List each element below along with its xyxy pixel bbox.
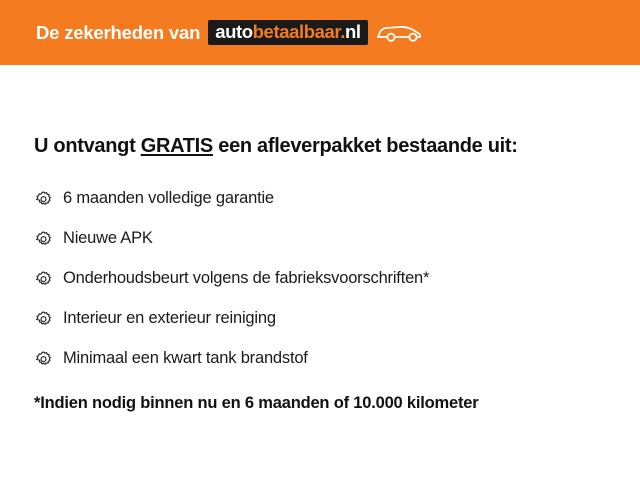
list-item bbox=[34, 268, 606, 290]
page-title bbox=[34, 135, 606, 158]
header-banner bbox=[0, 0, 640, 65]
logo-badge bbox=[208, 20, 367, 46]
list-item bbox=[34, 228, 606, 250]
logo-part2: betaalbaar bbox=[252, 20, 341, 42]
benefit-label: Minimaal een kwart tank brandstof bbox=[63, 349, 308, 368]
benefit-label: Interieur en exterieur reiniging bbox=[63, 309, 276, 328]
logo-tld: nl bbox=[344, 20, 361, 42]
gear-icon bbox=[34, 350, 53, 369]
benefit-label: Onderhoudsbeurt volgens de fabrieksvoorschriften* bbox=[63, 269, 430, 288]
car-icon bbox=[376, 23, 422, 43]
footnote-text: *Indien nodig binnen nu en 6 maanden of 10.000 kilometer bbox=[34, 394, 479, 412]
list-item bbox=[34, 348, 606, 370]
logo-part1: auto bbox=[215, 20, 253, 42]
headline-after: een afleverpakket bestaande uit: bbox=[212, 135, 518, 157]
list-item bbox=[34, 308, 606, 330]
gear-icon bbox=[34, 190, 53, 209]
benefits-list bbox=[34, 188, 606, 370]
headline-before: U ontvangt bbox=[34, 135, 141, 157]
benefit-label: Nieuwe APK bbox=[63, 229, 153, 248]
gear-icon bbox=[34, 310, 53, 329]
brand-logo[interactable] bbox=[208, 20, 421, 46]
header-tagline: De zekerheden van bbox=[36, 21, 201, 43]
gear-icon bbox=[34, 270, 53, 289]
list-item bbox=[34, 188, 606, 210]
main-content bbox=[0, 65, 640, 413]
logo-dot: . bbox=[340, 20, 345, 42]
benefit-label: 6 maanden volledige garantie bbox=[63, 189, 274, 208]
headline-emphasis: GRATIS bbox=[140, 135, 213, 157]
gear-icon bbox=[34, 230, 53, 249]
